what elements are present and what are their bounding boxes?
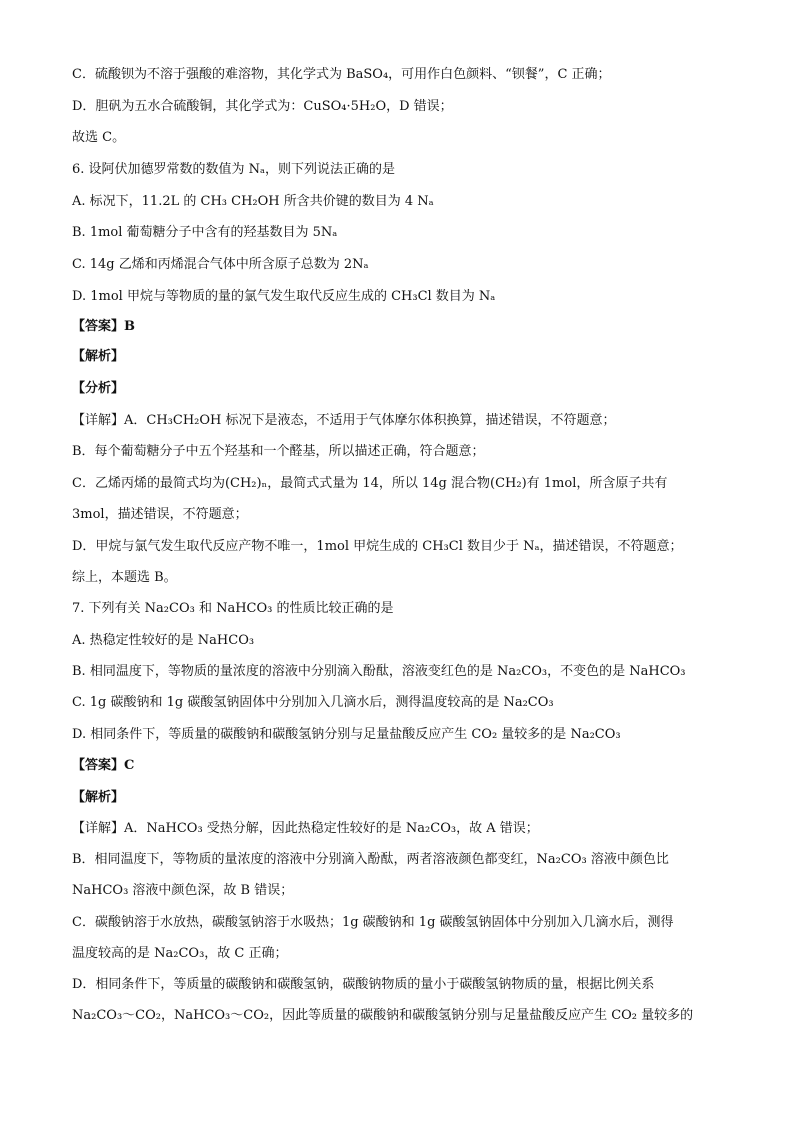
explanation-line: D．甲烷与氯气发生取代反应产物不唯一，1mol 甲烷生成的 CH₃Cl 数目少于 Nₐ，描述错误，不符题意； xyxy=(72,539,683,554)
explanation-line: 【详解】A．CH₃CH₂OH 标况下是液态，不适用于气体摩尔体积换算，描述错误，不符题意； xyxy=(72,413,616,428)
text-line-3: 故选 C。 xyxy=(72,130,126,145)
explanation-line: D．相同条件下，等质量的碳酸钠和碳酸氢钠，碳酸钠物质的量小于碳酸氢钠物质的量，根据比例关系 xyxy=(72,977,655,992)
question-7-option-b: B. 相同温度下，等物质的量浓度的溶液中分别滴入酚酞，溶液变红色的是 Na₂CO₃，不变色的是 NaHCO₃ xyxy=(72,664,686,679)
explanation-line: NaHCO₃ 溶液中颜色深，故 B 错误； xyxy=(72,883,294,898)
analysis-label-6: 【解析】 xyxy=(72,349,125,364)
explanation-line: 温度较高的是 Na₂CO₃，故 C 正确； xyxy=(72,946,288,961)
explanation-line: Na₂CO₃～CO₂，NaHCO₃～CO₂，因此等质量的碳酸钠和碳酸氢钠分别与足量盐酸反应产生 CO₂ 量较多的 xyxy=(72,1008,694,1023)
question-6-stem: 6. 设阿伏加德罗常数的数值为 Nₐ，则下列说法正确的是 xyxy=(72,162,396,177)
analysis-label-7: 【解析】 xyxy=(72,790,125,805)
question-6-option-c: C. 14g 乙烯和丙烯混合气体中所含原子总数为 2Nₐ xyxy=(72,257,369,272)
question-7-option-d: D. 相同条件下，等质量的碳酸钠和碳酸氢钠分别与足量盐酸反应产生 CO₂ 量较多的是 Na₂CO₃ xyxy=(72,727,621,742)
answer-label-6: 【答案】B xyxy=(72,319,135,334)
breakdown-label-6: 【分析】 xyxy=(72,381,125,396)
explanation-line: B．相同温度下，等物质的量浓度的溶液中分别滴入酚酞，两者溶液颜色都变红，Na₂CO₃ 溶液中颜色比 xyxy=(72,852,669,867)
question-7-option-c: C. 1g 碳酸钠和 1g 碳酸氢钠固体中分别加入几滴水后，测得温度较高的是 Na₂CO₃ xyxy=(72,695,554,710)
answer-label-7: 【答案】C xyxy=(72,758,135,773)
explanation-line: C．碳酸钠溶于水放热，碳酸氢钠溶于水吸热；1g 碳酸钠和 1g 碳酸氢钠固体中分别加入几滴水后，测得 xyxy=(72,915,674,930)
text-line-2: D．胆矾为五水合硫酸铜，其化学式为：CuSO₄·5H₂O，D 错误； xyxy=(72,99,453,114)
question-7-stem: 7. 下列有关 Na₂CO₃ 和 NaHCO₃ 的性质比较正确的是 xyxy=(72,601,394,616)
question-6-option-d: D. 1mol 甲烷与等物质的量的氯气发生取代反应生成的 CH₃Cl 数目为 Nₐ xyxy=(72,289,496,304)
explanation-line: 3mol，描述错误，不符题意； xyxy=(72,507,248,522)
explanation-line: B．每个葡萄糖分子中五个羟基和一个醛基，所以描述正确，符合题意； xyxy=(72,444,485,459)
explanation-line: 【详解】A．NaHCO₃ 受热分解，因此热稳定性较好的是 Na₂CO₃，故 A 错误； xyxy=(72,821,539,836)
question-6-option-a: A. 标况下，11.2L 的 CH₃ CH₂OH 所含共价键的数目为 4 Nₐ xyxy=(72,194,434,209)
question-6-option-b: B. 1mol 葡萄糖分子中含有的羟基数目为 5Nₐ xyxy=(72,225,338,240)
text-line-1: C．硫酸钡为不溶于强酸的难溶物，其化学式为 BaSO₄，可用作白色颜料、“钡餐”，C 正确； xyxy=(72,67,611,82)
explanation-line: 综上，本题选 B。 xyxy=(72,570,177,585)
explanation-line: C．乙烯丙烯的最简式均为(CH₂)ₙ，最简式式量为 14，所以 14g 混合物(CH₂)有 1mol，所含原子共有 xyxy=(72,476,668,491)
question-7-option-a: A. 热稳定性较好的是 NaHCO₃ xyxy=(72,633,255,648)
